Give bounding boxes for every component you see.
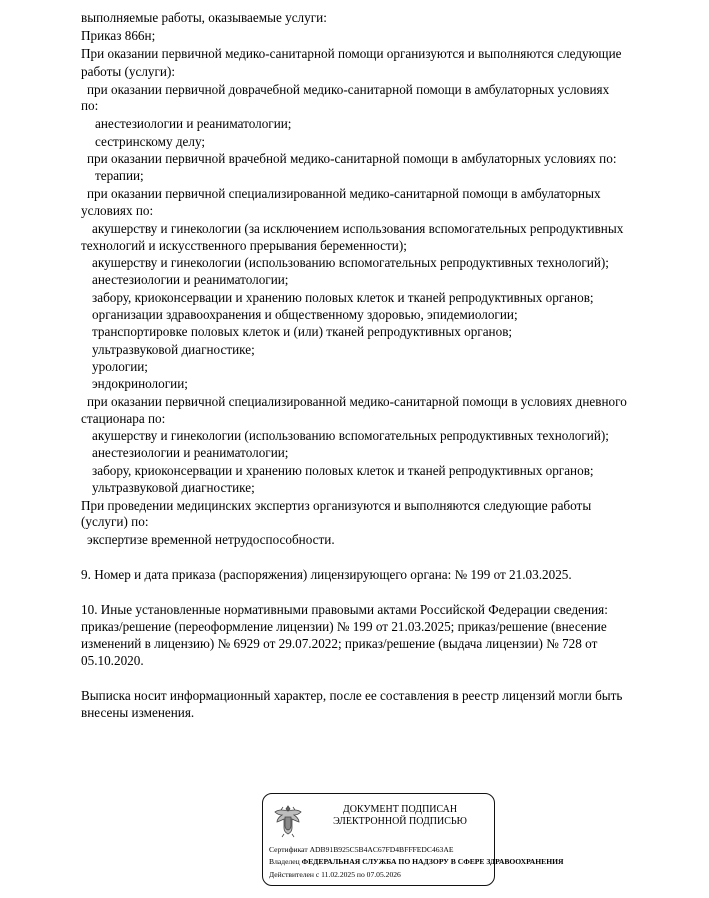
text-line: по: xyxy=(81,98,99,113)
text-line: изменений в лицензию) № 6929 от 29.07.2022; приказ/решение (выдача лицензии) № 728 от xyxy=(81,636,598,651)
certificate-value: ADB91B925C5B4AC67FD4BFFFEDC463AE xyxy=(309,845,454,854)
signature-title-line2: ЭЛЕКТРОННОЙ ПОДПИСЬЮ xyxy=(333,815,467,827)
text-line: анестезиологии и реаниматологии; xyxy=(92,272,289,287)
certificate-label: Сертификат xyxy=(269,845,308,854)
text-line: забору, криоконсервации и хранению половых клеток и тканей репродуктивных органов; xyxy=(92,463,594,478)
text-line: технологий и искусственного прерывания беременности); xyxy=(81,238,407,253)
text-line: приказ/решение (переоформление лицензии) № 199 от 21.03.2025; приказ/решение (внесение xyxy=(81,619,607,634)
electronic-signature-stamp xyxy=(262,793,564,886)
text-line: ультразвуковой диагностике; xyxy=(92,480,255,495)
text-line: стационара по: xyxy=(81,411,166,426)
text-line: при оказании первичной специализированной медико-санитарной помощи в условиях дневного xyxy=(87,394,627,409)
text-line: экспертизе временной нетрудоспособности. xyxy=(87,532,335,547)
text-line: анестезиологии и реаниматологии; xyxy=(95,116,292,131)
text-line: акушерству и гинекологии (использованию вспомогательных репродуктивных технологий); xyxy=(92,255,609,270)
owner-label: Владелец xyxy=(269,857,300,866)
disclaimer-line: Выписка носит информационный характер, после ее составления в реестр лицензий могли быть xyxy=(81,688,623,703)
text-line: сестринскому делу; xyxy=(95,134,206,149)
text-line: при оказании первичной врачебной медико-санитарной помощи в амбулаторных условиях по: xyxy=(87,151,617,166)
text-line: (услуги) по: xyxy=(81,514,149,529)
coat-of-arms-icon xyxy=(271,802,305,838)
text-line: внесены изменения. xyxy=(81,705,195,720)
text-line: Приказ 866н; xyxy=(81,28,156,43)
text-line: При проведении медицинских экспертиз организуются и выполняются следующие работы xyxy=(81,498,592,513)
text-line: акушерству и гинекологии (использованию вспомогательных репродуктивных технологий); xyxy=(92,428,609,443)
text-line: эндокринологии; xyxy=(92,376,188,391)
text-line: организации здравоохранения и общественному здоровью, эпидемиологии; xyxy=(92,307,518,322)
text-line: транспортировке половых клеток и (или) тканей репродуктивных органов; xyxy=(92,324,513,339)
signature-title xyxy=(311,804,489,827)
validity-line: Действителен с 11.02.2025 по 07.05.2026 xyxy=(269,870,401,879)
text-line: при оказании первичной доврачебной медико-санитарной помощи в амбулаторных условиях xyxy=(87,82,610,97)
section-10-line: 10. Иные установленные нормативными правовыми актами Российской Федерации сведения: xyxy=(81,602,608,617)
text-line: урологии; xyxy=(92,359,148,374)
text-line: При оказании первичной медико-санитарной помощи организуются и выполняются следующие xyxy=(81,46,622,61)
text-line: работы (услуги): xyxy=(81,64,176,79)
text-line: выполняемые работы, оказываемые услуги: xyxy=(81,10,327,25)
text-line: 05.10.2020. xyxy=(81,653,144,668)
text-line: акушерству и гинекологии (за исключением использования вспомогательных репродуктивных xyxy=(92,221,624,236)
text-line: условиях по: xyxy=(81,203,154,218)
signature-title-line1: ДОКУМЕНТ ПОДПИСАН xyxy=(342,804,458,815)
text-line: анестезиологии и реаниматологии; xyxy=(92,445,289,460)
owner-value: ФЕДЕРАЛЬНАЯ СЛУЖБА ПО НАДЗОРУ В СФЕРЕ ЗДРАВООХРАНЕНИЯ xyxy=(301,857,564,866)
certificate-line xyxy=(269,845,453,854)
section-9-line: 9. Номер и дата приказа (распоряжения) лицензирующего органа: № 199 от 21.03.2025. xyxy=(81,567,572,582)
text-line: забору, криоконсервации и хранению половых клеток и тканей репродуктивных органов; xyxy=(92,290,594,305)
owner-line xyxy=(269,857,564,866)
text-line: ультразвуковой диагностике; xyxy=(92,342,255,357)
text-line: терапии; xyxy=(95,168,144,183)
text-line: при оказании первичной специализированной медико-санитарной помощи в амбулаторных xyxy=(87,186,601,201)
